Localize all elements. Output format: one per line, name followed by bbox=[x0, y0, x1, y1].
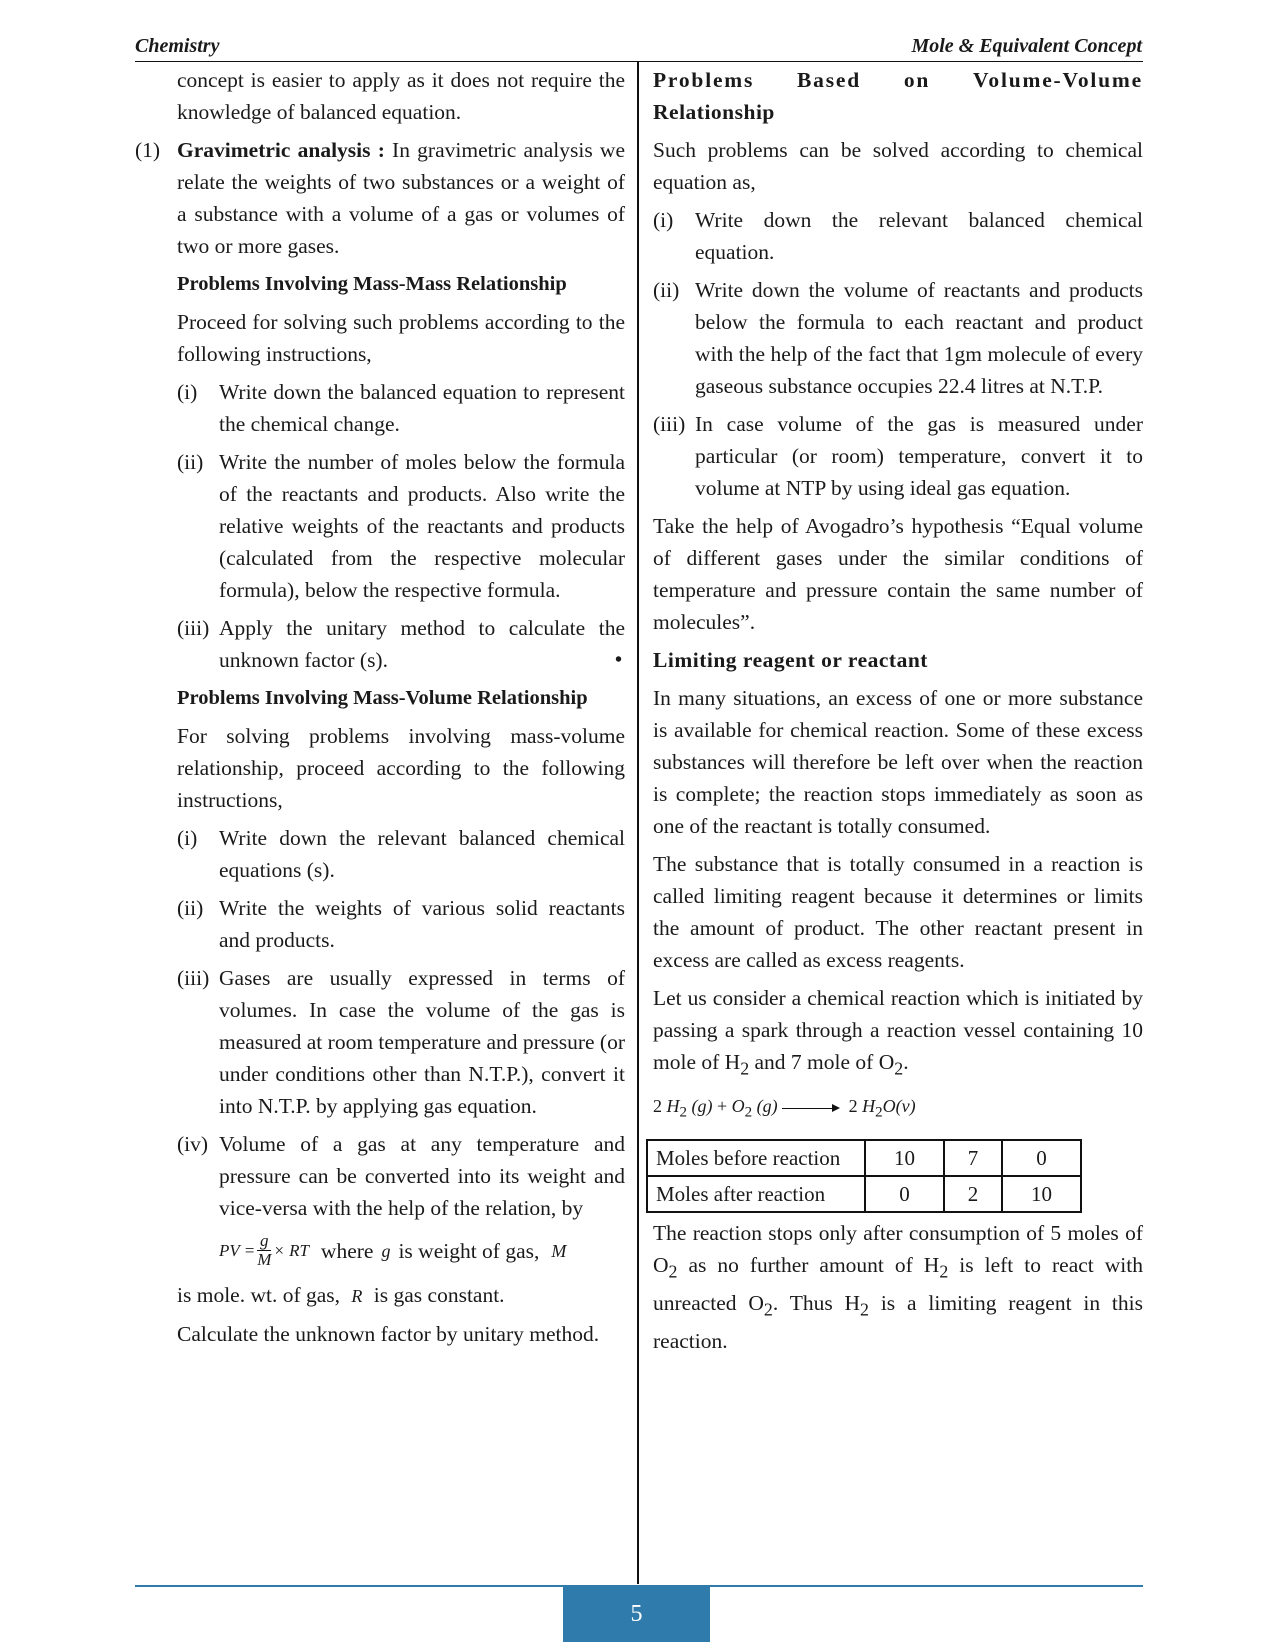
item-number: (i) bbox=[177, 826, 198, 850]
eq-state: (g) bbox=[756, 1096, 778, 1117]
mass-volume-heading: Problems Involving Mass-Volume Relationship bbox=[177, 687, 588, 709]
table-cell: 7 bbox=[944, 1140, 1002, 1176]
item-number: (iii) bbox=[177, 616, 210, 640]
mass-volume-list bbox=[135, 822, 625, 1224]
column-divider bbox=[637, 62, 639, 1584]
limiting-paragraph-1: In many situations, an excess of one or more substance is available for chemical reaction. Some of these excess substances will therefore be left over when the reaction is complete; the reaction stops immediately as soon as one of the reactant is totally consumed. bbox=[653, 686, 1143, 838]
left-column bbox=[135, 64, 625, 1356]
eq-subscript: 2 bbox=[744, 1104, 753, 1121]
avogadro-paragraph: Take the help of Avogadro’s hypothesis “Equal volume of different gases under the similar conditions of temperature and pressure contain the same number of molecules”. bbox=[653, 514, 1143, 634]
item-text: Write down the relevant balanced chemical equations (s). bbox=[219, 826, 625, 882]
list-item bbox=[177, 376, 625, 440]
bullet-icon: • bbox=[615, 649, 623, 671]
eq-oxygen: O bbox=[731, 1096, 745, 1117]
gravimetric-title: Gravimetric analysis : bbox=[177, 138, 385, 162]
list-item bbox=[653, 408, 1143, 504]
header-rule bbox=[135, 61, 1143, 62]
item-number: (1) bbox=[135, 138, 161, 162]
subscript: 2 bbox=[763, 1299, 773, 1320]
header-chapter: Mole & Equivalent Concept bbox=[911, 35, 1142, 57]
formula-rhs: × RT bbox=[273, 1240, 309, 1260]
list-item bbox=[177, 446, 625, 606]
formula-explanation bbox=[135, 1279, 625, 1312]
limiting-paragraph-3 bbox=[653, 982, 1143, 1084]
eq-product-o: O bbox=[882, 1096, 896, 1117]
gravimetric-text: In gravimetric analysis we relate the weights of two substances or a weight of a substance with a volume of a gas or volumes of two or more gases. bbox=[177, 138, 625, 258]
heading-word: Volume-Volume bbox=[973, 68, 1143, 92]
list-item bbox=[653, 204, 1143, 268]
subscript: 2 bbox=[860, 1299, 869, 1320]
eq-product-h: H bbox=[862, 1096, 876, 1117]
moles-table bbox=[646, 1139, 1082, 1213]
heading-word: Problems bbox=[653, 68, 755, 92]
eq-subscript: 2 bbox=[875, 1104, 883, 1121]
subscript: 2 bbox=[740, 1058, 750, 1079]
para-text: Let us consider a chemical reaction which is initiated by passing a spark through a reaction vessel containing 10 mole of H bbox=[653, 986, 1143, 1074]
intro-paragraph: concept is easier to apply as it does not require the knowledge of balanced equation. bbox=[177, 68, 625, 124]
limiting-reagent-title: Limiting reagent or reactant bbox=[653, 648, 928, 672]
para-text: The reaction stops only after consumption of 5 moles of O bbox=[653, 1220, 1143, 1277]
limiting-reagent-heading bbox=[615, 644, 1143, 676]
item-number: (iv) bbox=[177, 1132, 209, 1156]
reaction-arrow-icon bbox=[782, 1108, 838, 1109]
gas-weight-formula bbox=[177, 1232, 625, 1269]
item-number: (iii) bbox=[653, 412, 686, 436]
eq-coefficient: 2 bbox=[653, 1096, 662, 1117]
volume-volume-list bbox=[653, 204, 1143, 504]
para-text: is a limiting reagent in this reaction. bbox=[653, 1291, 1143, 1354]
item-text: Write down the balanced equation to represent the chemical change. bbox=[219, 380, 625, 436]
item-text: Apply the unitary method to calculate the unknown factor (s). bbox=[219, 616, 625, 672]
fraction-numerator: g bbox=[260, 1231, 269, 1250]
table-row bbox=[647, 1176, 1081, 1212]
formula-weight-text: is weight of gas, bbox=[398, 1238, 540, 1263]
table-cell: 0 bbox=[1002, 1140, 1081, 1176]
conclusion-paragraph bbox=[653, 1217, 1143, 1358]
formula-lhs: PV = bbox=[219, 1240, 256, 1260]
eq-subscript: 2 bbox=[679, 1104, 687, 1121]
reaction-equation bbox=[653, 1090, 1143, 1129]
table-cell: Moles after reaction bbox=[647, 1176, 865, 1212]
volume-volume-intro: Such problems can be solved according to chemical equation as, bbox=[653, 138, 1143, 194]
mass-mass-list bbox=[135, 376, 625, 676]
mass-mass-heading: Problems Involving Mass-Mass Relationship bbox=[177, 273, 567, 295]
list-item bbox=[177, 612, 625, 676]
table-cell: 0 bbox=[865, 1176, 944, 1212]
gravimetric-item bbox=[135, 134, 625, 262]
list-item bbox=[177, 962, 625, 1122]
header-subject: Chemistry bbox=[135, 35, 220, 57]
mass-volume-intro: For solving problems involving mass-volume relationship, proceed according to the following instructions, bbox=[177, 724, 625, 812]
table-cell: 10 bbox=[1002, 1176, 1081, 1212]
formula-r-symbol: R bbox=[351, 1286, 363, 1306]
table-row bbox=[647, 1140, 1081, 1176]
eq-coefficient: 2 bbox=[848, 1096, 858, 1117]
list-item bbox=[177, 822, 625, 886]
limiting-paragraph-2: The substance that is totally consumed in a reaction is called limiting reagent because it determines or limits the amount of product. The other reactant present in excess are called as excess reagents. bbox=[653, 852, 1143, 972]
list-item bbox=[177, 1128, 625, 1224]
item-number: (iii) bbox=[177, 966, 210, 990]
list-item bbox=[653, 274, 1143, 402]
volume-volume-heading bbox=[653, 64, 1143, 96]
formula-g-symbol: g bbox=[381, 1240, 391, 1261]
table-cell: 10 bbox=[865, 1140, 944, 1176]
formula-mole-weight-text: is mole. wt. of gas, bbox=[177, 1283, 341, 1307]
item-text: Write down the relevant balanced chemical equation. bbox=[695, 208, 1143, 264]
eq-plus: + bbox=[717, 1096, 728, 1117]
item-text: In case volume of the gas is measured under particular (or room) temperature, convert it to volume at NTP by using ideal gas equation. bbox=[695, 412, 1143, 500]
formula-where: where bbox=[320, 1238, 374, 1263]
page-number: 5 bbox=[563, 1586, 710, 1642]
item-text: Write down the volume of reactants and products below the formula to each reactant and product with the help of the fact that 1gm molecule of every gaseous substance occupies 22.4 litres at N.T.P. bbox=[695, 278, 1143, 398]
right-column bbox=[615, 64, 1143, 1363]
item-text bbox=[177, 134, 625, 262]
para-text: is left to react with unreacted O bbox=[653, 1252, 1143, 1316]
subscript: 2 bbox=[668, 1261, 678, 1282]
item-text: Write the number of moles below the formula of the reactants and products. Also write the relative weights of the reactants and products (calculated from the respective molecular formula), below the respective formula. bbox=[219, 450, 625, 602]
eq-hydrogen: H bbox=[666, 1096, 680, 1117]
eq-state: (g) bbox=[691, 1096, 713, 1117]
item-text: Volume of a gas at any temperature and pressure can be converted into its weight and vice-versa with the help of the relation, by bbox=[219, 1132, 625, 1220]
fraction-denominator: M bbox=[257, 1250, 272, 1269]
para-text: . bbox=[903, 1050, 909, 1074]
item-text: Gases are usually expressed in terms of volumes. In case the volume of the gas is measured at room temperature and pressure (or under conditions other than N.T.P.), convert it into N.T.P. by applying gas equation. bbox=[219, 966, 625, 1118]
heading-word: on bbox=[903, 68, 931, 92]
unitary-method-line: Calculate the unknown factor by unitary method. bbox=[177, 1322, 600, 1346]
table-cell: Moles before reaction bbox=[647, 1140, 865, 1176]
item-number: (ii) bbox=[653, 278, 680, 302]
para-text: and 7 mole of O bbox=[749, 1050, 895, 1074]
volume-volume-heading-line2: Relationship bbox=[653, 100, 775, 124]
item-number: (ii) bbox=[177, 896, 204, 920]
mass-mass-intro: Proceed for solving such problems according to the following instructions, bbox=[177, 310, 625, 366]
formula-fraction bbox=[257, 1232, 271, 1269]
table-cell: 2 bbox=[944, 1176, 1002, 1212]
item-number: (i) bbox=[653, 208, 674, 232]
subscript: 2 bbox=[939, 1261, 949, 1282]
list-item bbox=[177, 892, 625, 956]
heading-word: Based bbox=[797, 68, 862, 92]
para-text: as no further amount of H bbox=[677, 1252, 940, 1277]
item-number: (ii) bbox=[177, 450, 204, 474]
item-text: Write the weights of various solid reactants and products. bbox=[219, 896, 625, 952]
subscript: 2 bbox=[894, 1058, 904, 1079]
eq-state: (v) bbox=[895, 1096, 916, 1117]
formula-m-symbol: M bbox=[551, 1240, 567, 1261]
formula-gas-constant-text: is gas constant. bbox=[373, 1283, 505, 1307]
item-number: (i) bbox=[177, 380, 198, 404]
para-text: . Thus H bbox=[772, 1291, 861, 1316]
